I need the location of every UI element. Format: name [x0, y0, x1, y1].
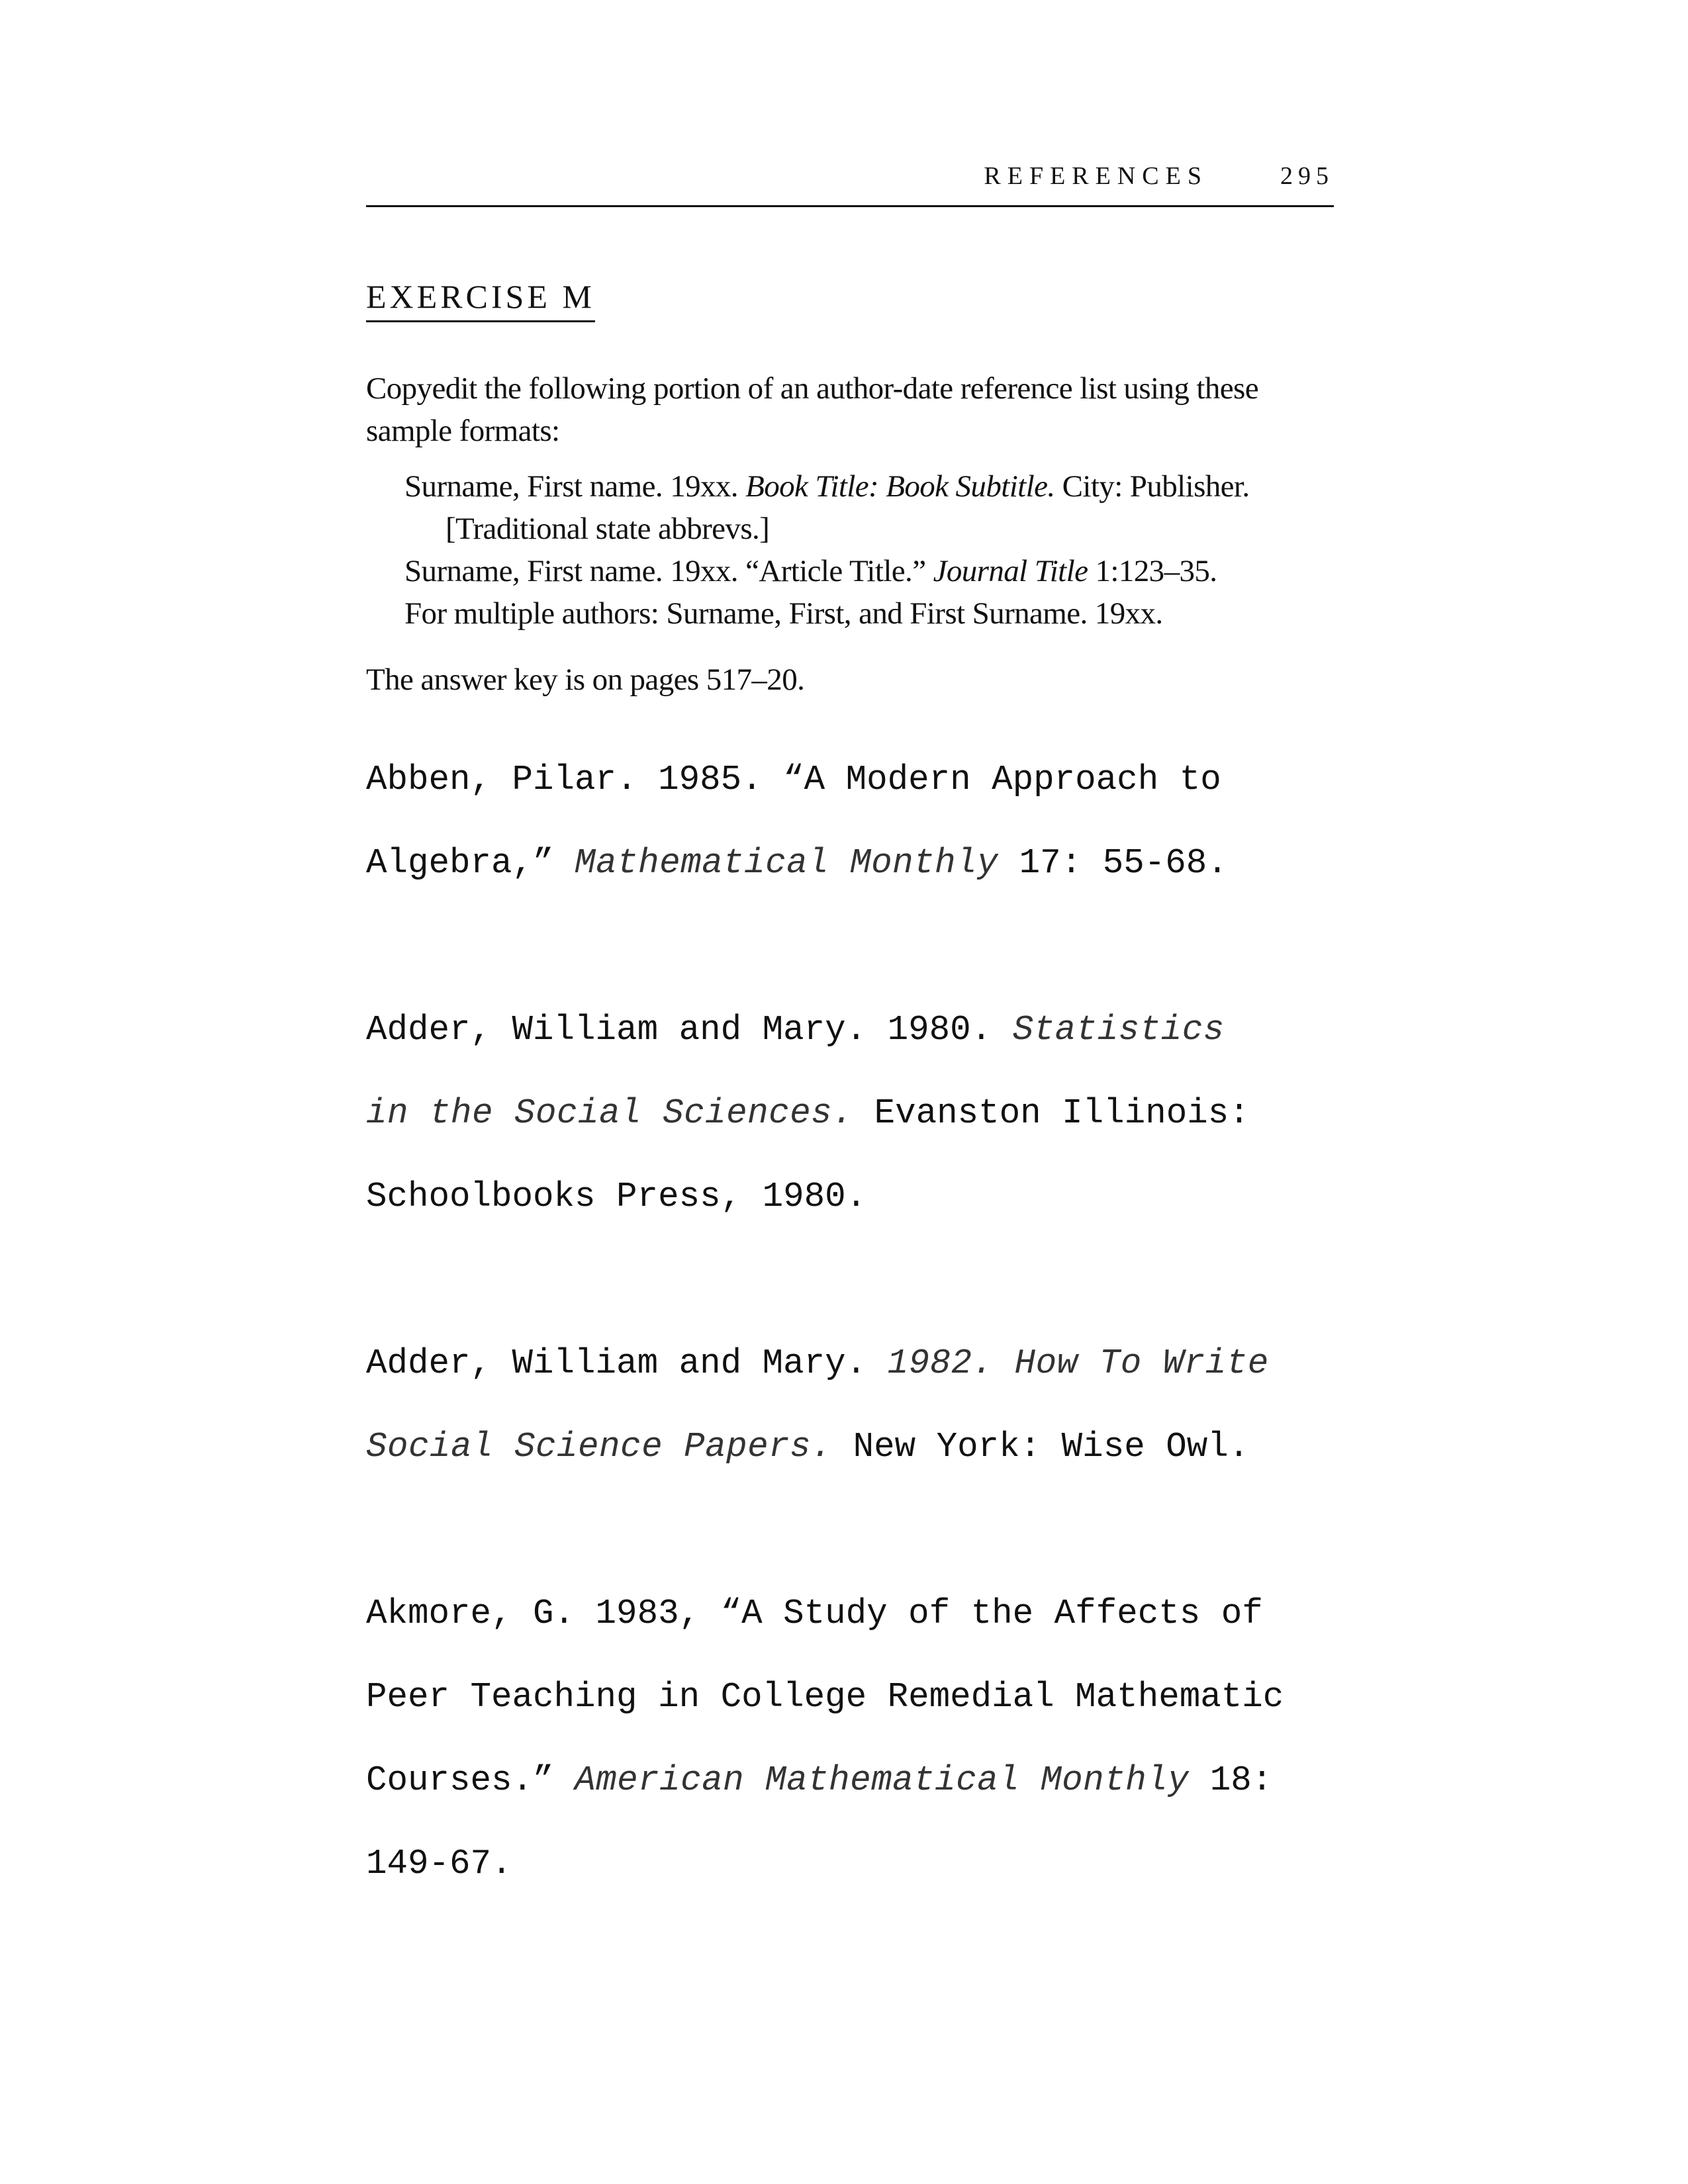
- reference-entry: [366, 738, 1359, 905]
- instruction-text: [366, 367, 1339, 452]
- reference-italic: Statistics: [1012, 1010, 1225, 1050]
- reference-line: Schoolbooks Press, 1980.: [366, 1177, 867, 1216]
- book-format-author: Surname, First name. 19xx.: [404, 469, 746, 504]
- article-format: [404, 550, 1339, 592]
- book-format-note: [Traditional state abbrevs.]: [445, 512, 770, 546]
- reference-entry: [366, 1572, 1359, 1905]
- book-format-title: Book Title: Book Subtitle.: [745, 469, 1055, 504]
- reference-line: 149-67.: [366, 1844, 512, 1884]
- reference-entry: [366, 1322, 1359, 1488]
- multi-author-format: For multiple authors: Surname, First, and First Surname. 19xx.: [404, 596, 1163, 631]
- reference-italic: in the Social Sciences.: [366, 1093, 854, 1133]
- reference-line: Abben, Pilar. 1985. “A Modern Approach to: [366, 760, 1221, 799]
- instruction-line-2: sample formats:: [366, 414, 560, 448]
- reference-text: 17: 55-68.: [998, 843, 1228, 883]
- sample-formats: [404, 465, 1339, 635]
- answer-key-note: The answer key is on pages 517–20.: [366, 662, 805, 697]
- exercise-heading: EXERCISE M: [366, 277, 595, 322]
- reference-text: Courses.”: [366, 1760, 575, 1800]
- reference-italic: Social Science Papers.: [366, 1427, 833, 1467]
- page-number: 295: [1280, 162, 1334, 190]
- reference-italic: Mathematical Monthly: [575, 843, 999, 883]
- reference-line: Akmore, G. 1983, “A Study of the Affects of: [366, 1594, 1263, 1633]
- reference-line: Peer Teaching in College Remedial Mathematic: [366, 1677, 1284, 1717]
- reference-entry: [366, 988, 1359, 1238]
- reference-line: [366, 1405, 1359, 1488]
- exercise-instructions: [366, 367, 1339, 701]
- reference-line: [366, 1739, 1359, 1822]
- reference-text: Evanston Illinois:: [853, 1093, 1250, 1133]
- running-header-title: REFERENCES: [984, 162, 1208, 190]
- reference-text: 18:: [1189, 1760, 1273, 1800]
- reference-text: Algebra,”: [366, 843, 575, 883]
- reference-italic: 1982. How To Write: [887, 1343, 1269, 1383]
- reference-text: Adder, William and Mary.: [366, 1343, 888, 1383]
- instruction-line-1: Copyedit the following portion of an author-date reference list using these: [366, 371, 1258, 406]
- book-format-publisher: City: Publisher.: [1055, 469, 1250, 504]
- reference-italic: American Mathematical Monthly: [575, 1760, 1190, 1800]
- reference-line: [366, 1071, 1359, 1155]
- running-header: [366, 151, 1334, 207]
- article-format-pages: 1:123–35.: [1088, 554, 1217, 588]
- reference-list: [366, 738, 1359, 1989]
- reference-text: Adder, William and Mary. 1980.: [366, 1010, 1013, 1050]
- reference-text: New York: Wise Owl.: [832, 1427, 1250, 1467]
- reference-line: [366, 1322, 1359, 1405]
- article-format-author: Surname, First name. 19xx. “Article Title.”: [404, 554, 933, 588]
- article-format-journal: Journal Title: [933, 554, 1088, 588]
- reference-line: [366, 988, 1359, 1071]
- book-format: [404, 465, 1339, 508]
- reference-line: [366, 821, 1359, 905]
